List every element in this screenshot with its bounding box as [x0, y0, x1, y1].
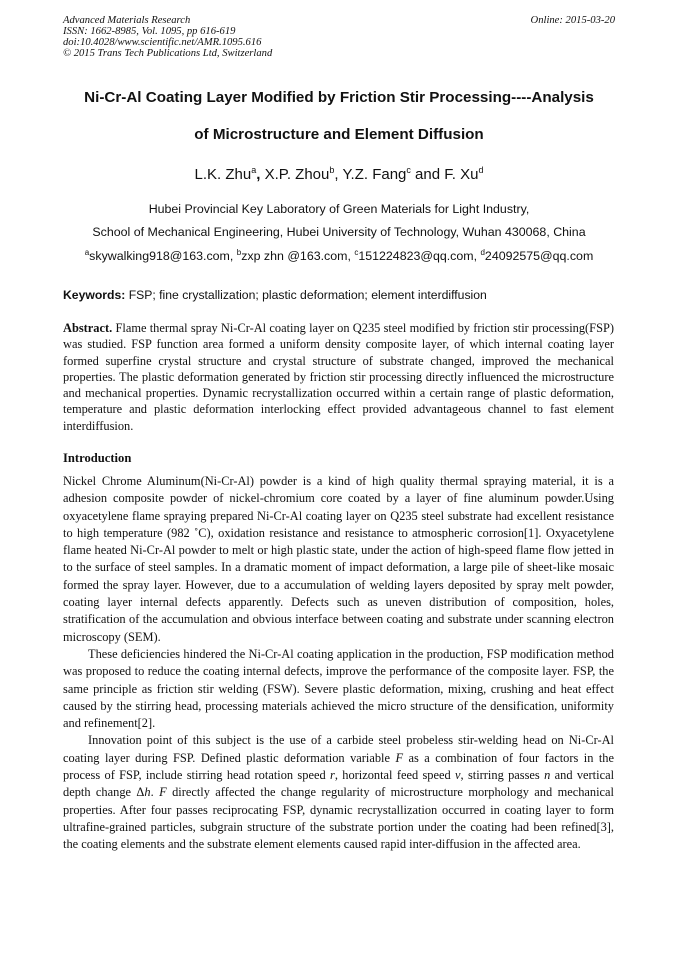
- email-superscript: a: [84, 248, 90, 257]
- text-run: , stirring passes: [460, 768, 545, 783]
- text-run: Innovation point of this subject is the use of a carbide steel probeless stir-welding head on Ni-Cr-Al coating layer during FSP. Defined plastic deformation variable: [63, 733, 614, 765]
- variable-symbol: r: [329, 768, 335, 783]
- text-run: directly affected the change regularity of microstructure morphology and mechanical properties. After four passes reciprocating FSP, dynamic recrystallization occurred in coating layer to form ultrafine-grained particles, subgrain structure of the substrate portion under the coating had been refined[3], the coating elements and the substrate element elements caused rapid inter-diffusion in the affected area.: [63, 785, 614, 852]
- author-list: [0, 166, 678, 183]
- journal-name: Advanced Materials Research: [63, 15, 191, 26]
- section-heading-introduction: Introduction: [63, 451, 132, 465]
- author-superscript: c: [406, 165, 411, 175]
- email-address: 24092575@qq.com: [484, 249, 594, 263]
- email-superscript: b: [236, 248, 242, 257]
- author-separator: ,: [334, 166, 343, 183]
- keywords-label: Keywords:: [63, 288, 126, 302]
- paragraph: These deficiencies hindered the Ni-Cr-Al coating application in the production, FSP modification method was proposed to reduce the coating internal defects, improve the performance of the composite layer. FSP, the same principle as friction stir welding (FSW). Severe plastic deformation, mixing, crushing and heat effect caused by the stirring head, processing materials achieved the micro structure of the densification, uniformity and refinement[2].: [63, 646, 614, 731]
- email-list: [0, 249, 678, 263]
- paper-title-line-1: Ni-Cr-Al Coating Layer Modified by Friction Stir Processing----Analysis: [84, 89, 594, 106]
- email-address: 151224823@qq.com,: [358, 249, 481, 263]
- variable-symbol: F: [395, 750, 404, 765]
- author-superscript: d: [478, 165, 484, 175]
- email-address: zxp zhn @163.com,: [241, 249, 355, 263]
- affiliation-line-1: Hubei Provincial Key Laboratory of Green Materials for Light Industry,: [148, 202, 530, 216]
- author-name: F. Xu: [444, 166, 479, 183]
- author-separator: ,: [256, 166, 265, 183]
- paragraph: Nickel Chrome Aluminum(Ni-Cr-Al) powder is a kind of high quality thermal spraying material, it is a adhesion composite powder of nickel-chromium core coated by a layer of fine aluminum powder.Using oxyacetylene flame spraying prepared Ni-Cr-Al coating layer on Q235 steel substrate had excellent resistance to high temperature (982 ˚C), oxidation resistance and resistance to atmospheric corrosion[1]. Oxyacetylene flame heated Ni-Cr-Al powder to melt or high plastic state, under the action of high-speed flame flow jetted in to the surface of steel samples. In a dramatic moment of impact deformation, a large pile of sheet-like mosaic formed the spray layer. However, due to a accumulation of welding layers deposited by spray melt powder, coating layer internal defects apparently. Defects such as uneven distribution of composition, holes, stratification of the accumulation and obvious interface between coating and substrate under scanning electron microscopy (SEM).: [63, 474, 614, 644]
- author-separator: and: [410, 166, 445, 183]
- author-name: L.K. Zhu: [194, 166, 252, 183]
- introduction-body: [63, 473, 614, 854]
- abstract-label: Abstract.: [63, 321, 113, 335]
- text-run: .: [150, 785, 160, 800]
- email-superscript: d: [480, 248, 485, 257]
- copyright-line: © 2015 Trans Tech Publications Ltd, Switzerland: [63, 48, 273, 59]
- variable-symbol: h: [144, 785, 151, 800]
- variable-symbol: v: [455, 768, 461, 783]
- keywords: [63, 288, 487, 302]
- email-address: skywalking918@163.com,: [89, 249, 237, 263]
- online-date: Online: 2015-03-20: [530, 15, 615, 26]
- author-name: X.P. Zhou: [264, 166, 330, 183]
- abstract: [63, 320, 614, 434]
- text-run: , horizontal feed speed: [334, 768, 456, 783]
- variable-symbol: n: [544, 768, 551, 783]
- text-run: and vertical depth change Δ: [63, 768, 615, 800]
- keywords-text: FSP; fine crystallization; plastic deformation; element interdiffusion: [125, 288, 487, 302]
- email-superscript: c: [354, 248, 359, 257]
- affiliation-line-2: School of Mechanical Engineering, Hubei University of Technology, Wuhan 430068, China: [92, 225, 586, 239]
- paragraph: [63, 732, 614, 853]
- abstract-text: Flame thermal spray Ni-Cr-Al coating layer on Q235 steel modified by friction stir processing(FSP) was studied. FSP function area formed a uniform density composite layer, of which internal coating layer formed superfine crystal structure and crystal structure of substrate changed, improved the mechanical properties. The plastic deformation generated by friction stir processing directly influenced the microstructure and mechanical properties. Dynamic recrystallization occurred within a certain range of plastic deformation, temperature and plastic deformation interlocking effect provided advantageous channel to fast element interdiffusion.: [63, 321, 614, 433]
- journal-metadata: [63, 15, 272, 59]
- variable-symbol: F: [159, 785, 167, 800]
- doi-line: doi:10.4028/www.scientific.net/AMR.1095.616: [63, 37, 262, 48]
- author-superscript: a: [251, 165, 257, 175]
- text-run: as a combination of four factors in the process of FSP, include stirring head rotation speed: [63, 750, 615, 783]
- author-name: Y.Z. Fang: [342, 166, 407, 183]
- paper-title-line-2: of Microstructure and Element Diffusion: [194, 126, 484, 143]
- issn-line: ISSN: 1662-8985, Vol. 1095, pp 616-619: [63, 26, 236, 37]
- author-superscript: b: [329, 165, 335, 175]
